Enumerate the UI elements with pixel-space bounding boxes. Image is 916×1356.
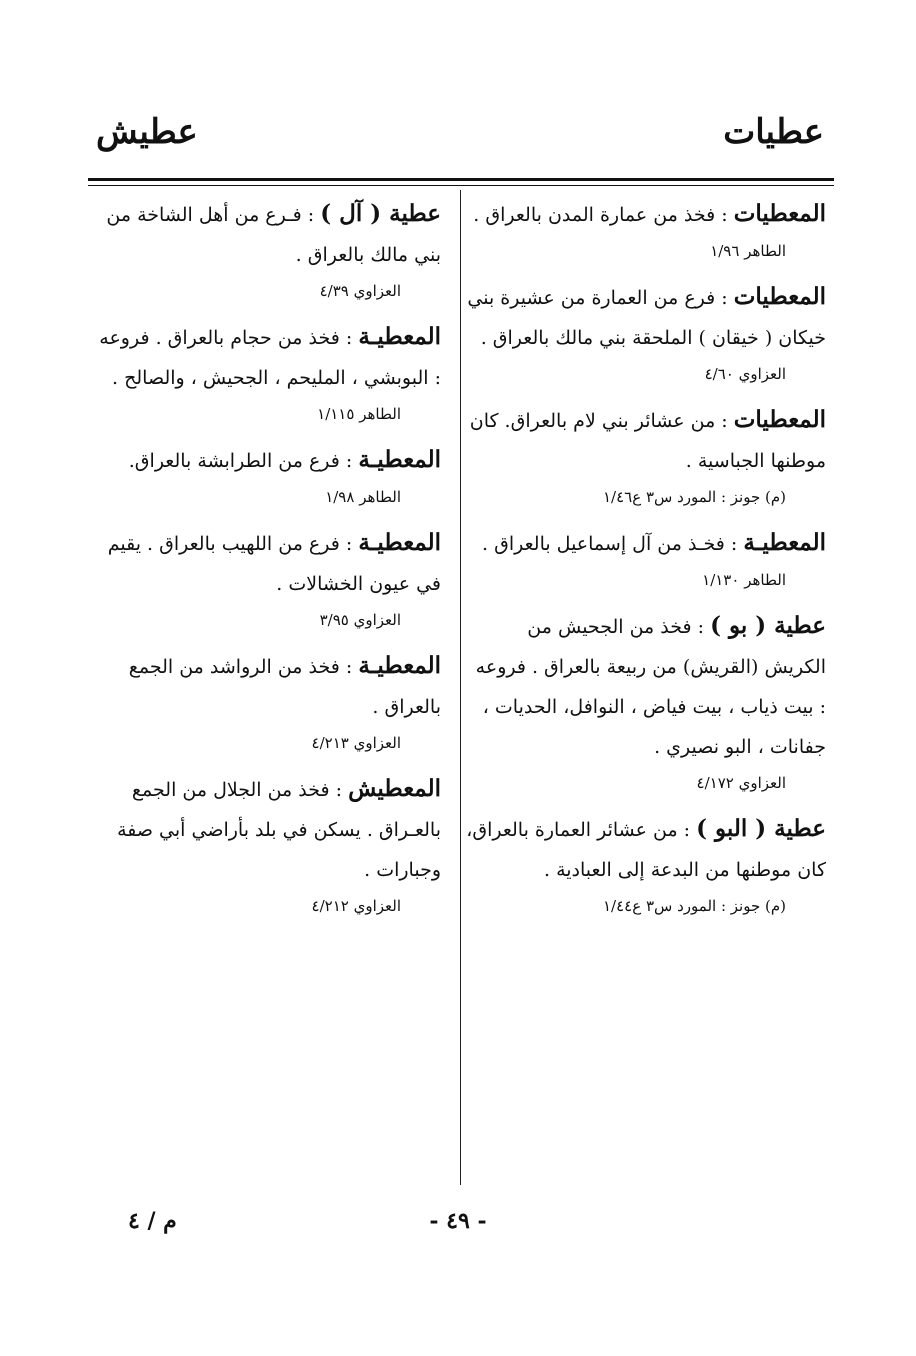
entry-body	[89, 194, 441, 275]
entry-body	[464, 277, 826, 358]
entry-source: العزاوي ٤/٦٠	[704, 365, 786, 383]
entry-definition: : فخذ من الرواشد من الجمع بالعراق .	[128, 656, 441, 718]
entry-term: المعطيات	[733, 200, 826, 227]
entry-body	[464, 809, 826, 890]
entry-definition: : فخذ من حجام بالعراق . فروعه : البوبشي ، المليحم ، الجحيش ، والصالح .	[99, 327, 441, 389]
entry-body	[464, 523, 826, 564]
entry-body	[89, 523, 441, 604]
entry-body	[89, 317, 441, 398]
entry-source: (م) جونز : المورد س٣ ع١/٤٤	[603, 897, 786, 915]
entry	[89, 317, 441, 430]
entry-term: المعطيـة	[358, 323, 441, 350]
entry-body	[464, 606, 826, 767]
entry-definition: : فخذ من عمارة المدن بالعراق .	[473, 204, 734, 226]
entry-body	[464, 400, 826, 481]
entry-term: المعطيـة	[743, 529, 826, 556]
entry-source: العزاوي ٤/٢١٣	[311, 734, 401, 752]
entry-term: المعطيات	[733, 283, 826, 310]
entry	[464, 400, 826, 513]
header-first-word: عطيات	[723, 112, 824, 152]
right-column	[464, 194, 826, 932]
entry-source: (م) جونز : المورد س٣ ع١/٤٦	[603, 488, 786, 506]
entry-body	[89, 440, 441, 481]
entry	[89, 523, 441, 636]
entry-definition: : من عشائر بني لام بالعراق. كان موطنها الجباسية .	[469, 410, 826, 472]
entry-definition: : فخـذ من آل إسماعيل بالعراق .	[482, 533, 744, 555]
entry	[464, 809, 826, 922]
entry-term: المعطيـة	[358, 446, 441, 473]
entry-term: المعطيـة	[358, 652, 441, 679]
entry	[464, 194, 826, 267]
entry-definition: : فرع من اللهيب بالعراق . يقيم في عيون الخشالات .	[107, 533, 441, 595]
entry	[89, 194, 441, 307]
signature-reference: م / ٤	[128, 1208, 177, 1234]
entry	[464, 606, 826, 799]
header-thick-rule	[88, 178, 834, 181]
entry-definition: : فخذ من الجلال من الجمع بالعـراق . يسكن في بلد بأراضي أبي صفة وجبارات .	[117, 779, 441, 881]
entry-definition: : فخذ من الجحيش من الكريش (القريش) من ربيعة بالعراق . فروعه : بيت ذياب ، بيت فياض ، النوافل، الحديات ، جفانات ، البو نصيري .	[475, 616, 826, 758]
entry-term: المعطيـة	[358, 529, 441, 556]
entry-definition: : فـرع من أهل الشاخة من بني مالك بالعراق .	[106, 204, 441, 266]
entry-source: العزاوي ٤/٣٩	[319, 282, 401, 300]
left-column	[89, 194, 441, 932]
entry-body	[89, 646, 441, 727]
header-thin-rule	[88, 185, 834, 186]
entry-term: عطية ( آل )	[320, 200, 441, 227]
entry	[464, 277, 826, 390]
entry-body	[89, 769, 441, 890]
entry-term: المعطيش	[348, 775, 441, 802]
entry-source: الطاهر ١/١١٥	[317, 405, 401, 423]
entry-term: المعطيات	[733, 406, 826, 433]
entry-source: الطاهر ١/٩٨	[325, 488, 401, 506]
entry-body	[464, 194, 826, 235]
entry-source: الطاهر ١/١٣٠	[702, 571, 786, 589]
entry-source: العزاوي ٤/٢١٢	[311, 897, 401, 915]
header-last-word: عطيش	[96, 112, 198, 152]
page-number: - ٤٩ -	[429, 1208, 487, 1234]
entry	[89, 769, 441, 922]
entry-source: العزاوي ٤/١٧٢	[696, 774, 786, 792]
entry	[464, 523, 826, 596]
entry-term: عطية ( بو )	[710, 612, 826, 639]
entry	[89, 646, 441, 759]
entry-source: العزاوي ٣/٩٥	[319, 611, 401, 629]
entry-definition: : فرع من الطرابشة بالعراق.	[128, 450, 359, 472]
entry-definition: : فرع من العمارة من عشيرة بني خيكان ( خيقان ) الملحقة بني مالك بالعراق .	[467, 287, 826, 349]
column-divider	[460, 190, 461, 1185]
entry-term: عطية ( البو )	[696, 815, 826, 842]
entry	[89, 440, 441, 513]
entry-source: الطاهر ١/٩٦	[710, 242, 786, 260]
entry-definition: : من عشائر العمارة بالعراق، كان موطنها من البدعة إلى العبادية .	[466, 819, 826, 881]
